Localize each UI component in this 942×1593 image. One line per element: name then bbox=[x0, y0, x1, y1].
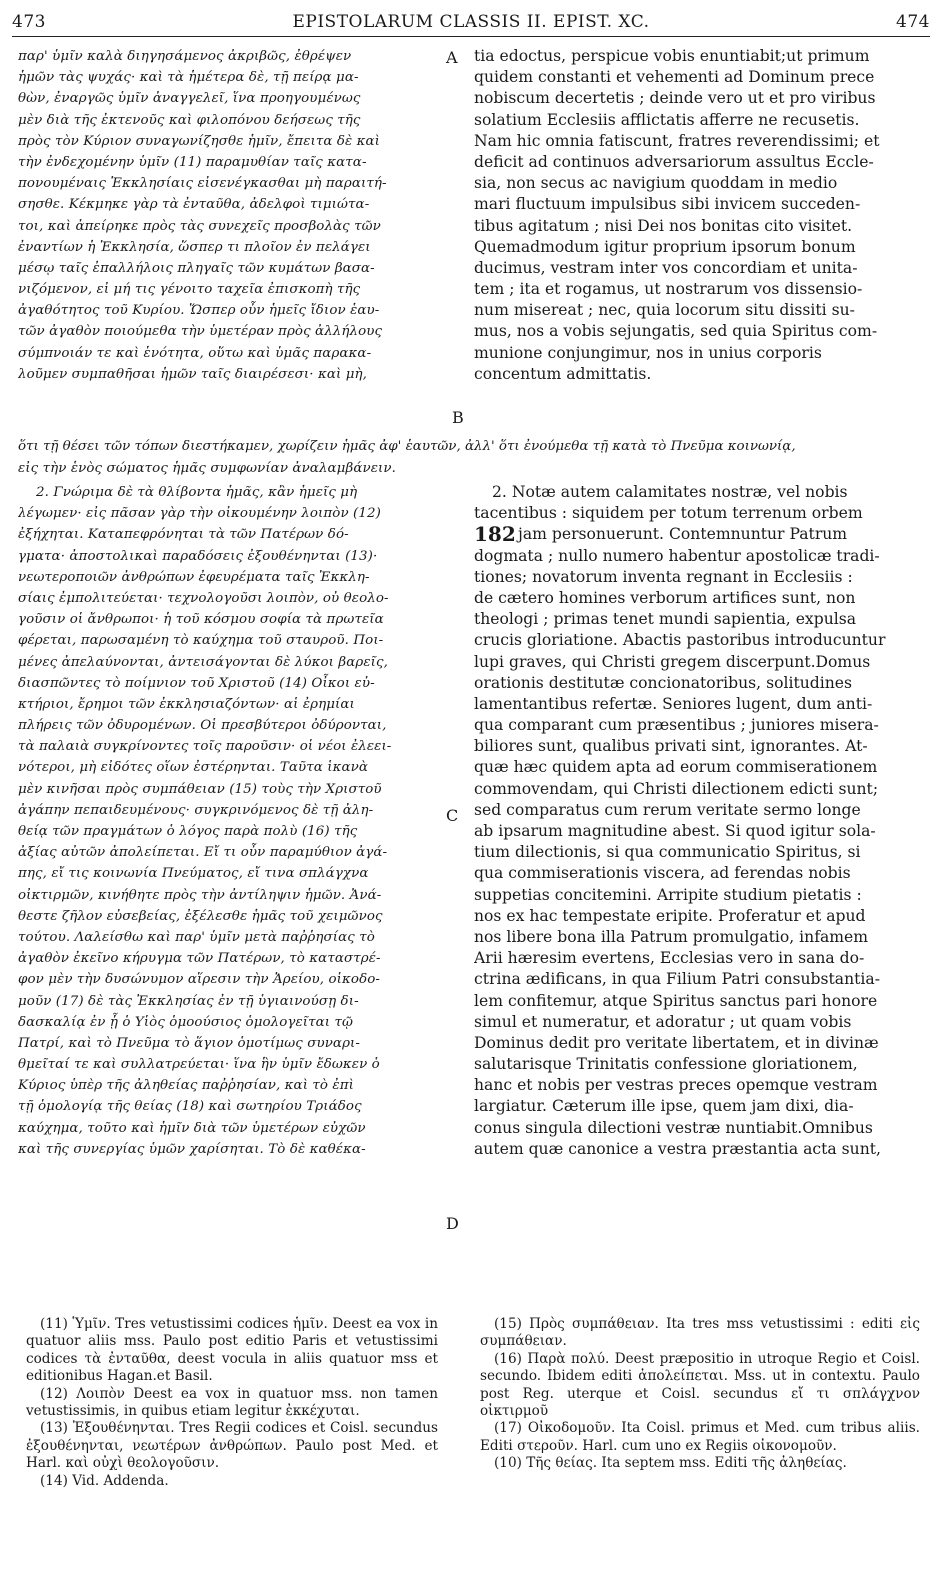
latin-text-line: dogmata ; nullo numero habentur apostolicæ tradi- bbox=[474, 546, 880, 565]
latin-text-line: tia edoctus, perspicue vobis enuntiabit;ut primum bbox=[474, 47, 870, 65]
latin-text-line: biliores sunt, qualibus privati sint, ignorantes. At- bbox=[474, 737, 868, 756]
chapter-number: 182 bbox=[474, 522, 516, 546]
latin-text-line: ctrina ædificans, in qua Filium Patri consubstantia- bbox=[474, 970, 880, 989]
greek-text-line: σύμπνοιάν τε καὶ ἑνότητα, οὕτω καὶ ὑμᾶς παρακα- bbox=[18, 345, 372, 361]
latin-text-line: autem quæ canonice a vestra præstantia acta sunt, bbox=[474, 1139, 881, 1158]
margin-marker-d: D bbox=[446, 1214, 459, 1233]
latin-text-line: quæ hæc quidem apta ad eorum commiserationem bbox=[474, 758, 878, 777]
greek-text-line: 2. Γνώριμα δὲ τὰ θλίβοντα ἡμᾶς, κἂν ἡμεῖς μὴ bbox=[36, 485, 358, 500]
greek-full-width-line: ὅτι τῇ θέσει τῶν τόπων διεστήκαμεν, χωρίζειν ἡμᾶς ἀφ' ἑαυτῶν, ἀλλ' ὅτι ἐνούμεθα τῇ κατὰ τὸ Πνεῦμα κοινωνίᾳ, bbox=[18, 439, 796, 454]
page-header bbox=[12, 6, 930, 37]
latin-text-line: lem confitemur, atque Spiritus sanctus pari honore bbox=[474, 991, 878, 1010]
latin-text-line: sed comparatus cum rerum veritate sermo longe bbox=[474, 800, 861, 819]
latin-text-line: concentum admittatis. bbox=[474, 364, 652, 383]
latin-text-line: salutarisque Trinitatis confessione gloriationem, bbox=[474, 1055, 858, 1074]
page-number-left: 473 bbox=[12, 12, 46, 32]
greek-text-line: ἀγάπην πεπαιδευμένους· συγκρινόμενος δὲ τῇ ἀλη- bbox=[18, 802, 374, 818]
greek-text-line: μένες ἀπελαύνονται, ἀντεισάγονται δὲ λύκοι βαρεῖς, bbox=[18, 654, 388, 670]
greek-text-line: ἐξήχηται. Καταπεφρόνηται τὰ τῶν Πατέρων δό- bbox=[18, 527, 349, 543]
margin-marker-b: B bbox=[452, 408, 464, 427]
greek-text-line: δασκαλίᾳ ἐν ᾗ ὁ Υἱὸς ὁμοούσιος ὁμολογεῖται τῷ bbox=[18, 1014, 354, 1030]
greek-column-top bbox=[18, 46, 438, 385]
latin-text-line: deficit ad continuos adversariorum assultus Eccle- bbox=[474, 152, 874, 171]
greek-text-line: τῇ ὁμολογίᾳ τῆς θείας (18) καὶ σωτηρίου Τριάδος bbox=[18, 1099, 362, 1115]
greek-text-line: καὶ τῆς συνεργίας ὑμῶν χαρίσηται. Τὸ δὲ καθέκα- bbox=[18, 1141, 366, 1157]
greek-text-line: γματα· ἀποστολικαὶ παραδόσεις ἐξουθένηνται (13)· bbox=[18, 548, 378, 564]
footnotes-right bbox=[480, 1316, 920, 1473]
greek-text-line: τὴν ἐνδεχομένην ὑμῖν (11) παραμυθίαν ταῖς κατα- bbox=[18, 154, 367, 170]
latin-text-line: theologi ; primas tenet mundi sapientia, expulsa bbox=[474, 610, 857, 629]
greek-text-line: φέρεται, παρωσαμένη τὸ καύχημα τοῦ σταυροῦ. Ποι- bbox=[18, 633, 384, 649]
latin-text-line: jam personuerunt. Contemnuntur Patrum bbox=[518, 525, 848, 544]
greek-text-line: ἐναντίων ἡ Ἐκκλησία, ὥσπερ τι πλοῖον ἐν πελάγει bbox=[18, 239, 371, 255]
greek-text-line: πονουμέναις Ἐκκλησίαις εἰσενέγκασθαι μὴ παραιτή- bbox=[18, 176, 387, 192]
latin-text-line: quidem constanti et vehementi ad Dominum prece bbox=[474, 68, 875, 87]
page-number-right: 474 bbox=[896, 12, 930, 32]
greek-text-line: καύχημα, τοῦτο καὶ ἡμῖν διὰ τῶν ὑμετέρων εὐχῶν bbox=[18, 1120, 366, 1136]
footnote: (13) Ἐξουθένηνται. Tres Regii codices et Coisl. secundus ἐξουθένηνται, νεωτέρων ἀνθρώπων. Paulo post Med. et Harl. καὶ οὐχὶ θεολογοῦσιν. bbox=[26, 1420, 438, 1472]
latin-text-line: nos ex hac tempestate eripite. Proferatur et apud bbox=[474, 906, 866, 925]
greek-text-line: παρ' ὑμῖν καλὰ διηγησάμενος ἀκριβῶς, ἐθρέψεν bbox=[18, 49, 352, 64]
greek-text-line: πρὸς τὸν Κύριον συναγωνίζησθε ἡμῖν, ἔπειτα δὲ καὶ bbox=[18, 133, 381, 149]
margin-marker-a: A bbox=[446, 48, 458, 67]
greek-text-line: σησθε. Κέκμηκε γὰρ τὰ ἐνταῦθα, ἀδελφοὶ τιμιώτα- bbox=[18, 197, 370, 213]
footnote: (10) Τῆς θείας. Ita septem mss. Editi τῆς ἀληθείας. bbox=[494, 1455, 847, 1472]
greek-text-line: διασπῶντες τὸ ποίμνιον τοῦ Χριστοῦ (14) Οἶκοι εὐ- bbox=[18, 675, 375, 691]
latin-text-line: Quemadmodum igitur proprium ipsorum bonum bbox=[474, 237, 856, 256]
latin-text-line: tium dilectionis, si qua communicatio Spiritus, si bbox=[474, 843, 861, 862]
latin-text-line: lamentantibus refertæ. Seniores lugent, dum anti- bbox=[474, 694, 873, 713]
latin-text-line: lupi graves, qui Christi gregem discerpunt.Domus bbox=[474, 652, 871, 671]
greek-text-line: μὲν κινῆσαι πρὸς συμπάθειαν (15) τοὺς τὴν Χριστοῦ bbox=[18, 781, 382, 797]
footnote: (12) Λοιπὸν Deest ea vox in quatuor mss. non tamen vetustissimis, in quibus etiam legitur ἐκκέχυται. bbox=[26, 1385, 438, 1420]
latin-text-line: tem ; ita et rogamus, ut nostrarum vos dissensio- bbox=[474, 280, 863, 299]
latin-text-line: nobiscum decertetis ; deinde vero ut et pro viribus bbox=[474, 89, 876, 108]
latin-text-line: munione conjungimur, nos in unius corporis bbox=[474, 343, 822, 362]
greek-text-line: γοῦσιν οἱ ἄνθρωποι· ἡ τοῦ κόσμου σοφία τὰ πρωτεῖα bbox=[18, 612, 384, 628]
greek-text-line: ἀξίας αὐτῶν ἀπολείπεται. Εἴ τι οὖν παραμύθιον ἀγά- bbox=[18, 845, 388, 861]
greek-text-line: Κύριος ὑπὲρ τῆς ἀληθείας παῤῥησίαν, καὶ τὸ ἐπὶ bbox=[18, 1078, 354, 1094]
greek-text-line: θείᾳ τῶν πραγμάτων ὁ λόγος παρὰ πολὺ (16) τῆς bbox=[18, 824, 358, 839]
footnote: (11) Ὑμῖν. Tres vetustissimi codices ἡμῖν. Deest ea vox in quatuor aliis mss. Paulo post editio Paris et vetustissimi codices τὰ ἐνταῦθα, deest vocula in aliis quatuor mss et editionibus Hagan.et Basil. bbox=[26, 1316, 438, 1385]
greek-text-line: νεωτεροποιῶν ἀνθρώπων ἐφευρέματα ταῖς Ἐκκλη- bbox=[18, 569, 370, 585]
latin-text-line: num misereat ; nec, quia locorum situ dissiti su- bbox=[474, 301, 855, 320]
latin-text-line: qua commiserationis viscera, ad ferendas nobis bbox=[474, 864, 851, 883]
margin-marker-c: C bbox=[446, 806, 459, 825]
latin-text-line: simul et numeratur, et adoratur ; ut quam vobis bbox=[474, 1012, 852, 1031]
greek-text-line: εἰς τὴν ἑνὸς σώματος ἡμᾶς συμφωνίαν ἀναλαμβάνειν. bbox=[18, 461, 396, 476]
greek-text-line: θὼν, ἐναργῶς ὑμῖν ἀναγγελεῖ, ἵνα προηγουμένως bbox=[18, 91, 361, 107]
greek-column-section-2 bbox=[18, 482, 438, 1160]
greek-text-line: τοι, καὶ ἀπείρηκε πρὸς τὰς συνεχεῖς προσβολὰς τῶν bbox=[18, 218, 381, 234]
greek-text-line: κτήριοι, ἔρημοι τῶν ἐκκλησιαζόντων· αἱ ἐρημίαι bbox=[18, 696, 355, 712]
footnote: (14) Vid. Addenda. bbox=[40, 1472, 169, 1489]
latin-text-line: orationis destitutæ concionatoribus, solitudines bbox=[474, 673, 852, 692]
latin-text-line: mari fluctuum impulsibus sibi invicem succeden- bbox=[474, 195, 861, 214]
latin-text-line: qua comparant cum præsentibus ; juniores misera- bbox=[474, 716, 879, 735]
latin-text-line: conus singula dilectioni vestræ nuntiabit.Omnibus bbox=[474, 1118, 873, 1137]
footnote: (17) Οἰκοδομοῦν. Ita Coisl. primus et Med. cum tribus aliis. Editi στεροῦν. Harl. cum uno ex Regiis οἰκονομοῦν. bbox=[480, 1420, 920, 1454]
greek-text-line: λέγωμεν· εἰς πᾶσαν γὰρ τὴν οἰκουμένην λοιπὸν (12) bbox=[18, 506, 381, 522]
latin-text-line: crucis gloriatione. Abactis pastoribus introducuntur bbox=[474, 631, 886, 650]
greek-text-line: πης, εἴ τις κοινωνία Πνεύματος, εἴ τινα σπλάγχνα bbox=[18, 866, 369, 882]
footnotes-left bbox=[26, 1316, 438, 1490]
latin-text-line: sia, non secus ac navigium quoddam in medio bbox=[474, 174, 838, 193]
latin-text-line: Dominus dedit pro veritate libertatem, et in divinæ bbox=[474, 1033, 879, 1052]
greek-text-line: ἀγαθὸν ἐκεῖνο κήρυγμα τῶν Πατέρων, τὸ καταστρέ- bbox=[18, 951, 381, 967]
latin-text-line: tiones; novatorum inventa regnant in Ecclesiis : bbox=[474, 567, 853, 586]
latin-text-line: hanc et nobis per vestras preces opemque vestram bbox=[474, 1076, 878, 1095]
footnote: (15) Πρὸς συμπάθειαν. Ita tres mss vetustissimi : editi εἰς συμπάθειαν. bbox=[480, 1316, 920, 1350]
greek-text-line: νιζόμενον, εἰ μή τις γένοιτο ταχεῖα ἐπισκοπὴ τῆς bbox=[18, 282, 361, 298]
latin-text-line: 2. Notæ autem calamitates nostræ, vel nobis bbox=[492, 483, 848, 501]
greek-text-line: ἀγαθότητος τοῦ Κυρίου. Ὥσπερ οὖν ἡμεῖς ἴδιον ἑαυ- bbox=[18, 303, 380, 319]
latin-text-line: ab ipsarum magnitudine abest. Si quod igitur sola- bbox=[474, 822, 876, 840]
greek-text-line: τούτου. Λαλείσθω καὶ παρ' ὑμῖν μετὰ παῤῥησίας τὸ bbox=[18, 929, 375, 945]
greek-text-line: τῶν ἀγαθὸν ποιούμεθα τὴν ὑμετέραν πρὸς ἀλλήλους bbox=[18, 324, 383, 340]
greek-text-line: θεστε ζῆλον εὐσεβείας, ἐξέλεσθε ἡμᾶς τοῦ χειμῶνος bbox=[18, 908, 383, 924]
latin-text-line: mus, nos a vobis sejungatis, sed quia Spiritus com- bbox=[474, 322, 878, 341]
latin-text-line: Nam hic omnia fatiscunt, fratres reverendissimi; et bbox=[474, 131, 880, 150]
greek-text-line: ἡμῶν τὰς ψυχάς· καὶ τὰ ἡμέτερα δὲ, τῇ πείρᾳ μα- bbox=[18, 70, 359, 86]
latin-text-line: suppetias concitemini. Arripite studium pietatis : bbox=[474, 885, 862, 904]
greek-text-line: φον μὲν τὴν δυσώνυμον αἵρεσιν τὴν Ἀρείου, οἰκοδο- bbox=[18, 972, 381, 988]
footnote: (16) Παρὰ πολύ. Deest præpositio in utroque Regio et Coisl. secundo. Ibidem editi ἀπολείπεται. Mss. ut in contextu. Paulo post Reg. uterque et Coisl. secundus εἴ τι σπλάγχνον οἰκτιρμοῦ bbox=[480, 1350, 920, 1420]
running-title: EPISTOLARUM CLASSIS II. EPIST. XC. bbox=[292, 12, 650, 32]
greek-text-line: μέσῳ ταῖς ἐπαλλήλοις πληγαῖς τῶν κυμάτων βασα- bbox=[18, 260, 375, 276]
greek-text-line: μοῦν (17) δὲ τὰς Ἐκκλησίας ἐν τῇ ὑγιαινούσῃ δι- bbox=[18, 993, 359, 1009]
latin-text-line: tacentibus : siquidem per totum terrenum orbem bbox=[474, 504, 863, 523]
greek-text-line: νότεροι, μὴ εἰδότες οἵων ἐστέρηνται. Ταῦτα ἱκανὰ bbox=[18, 760, 369, 776]
latin-column-section-2 bbox=[474, 482, 920, 1160]
latin-text-line: Arii hæresim evertens, Ecclesias vero in sana do- bbox=[474, 949, 865, 968]
latin-text-line: largiatur. Cæterum ille ipse, quem jam dixi, dia- bbox=[474, 1097, 854, 1116]
latin-text-line: ducimus, vestram inter vos concordiam et unita- bbox=[474, 258, 858, 277]
latin-text-line: de cætero homines verborum artifices sunt, non bbox=[474, 588, 856, 607]
latin-text-line: solatium Ecclesiis afflictatis afferre ne recusetis. bbox=[474, 110, 860, 129]
greek-text-line: Πατρί, καὶ τὸ Πνεῦμα τὸ ἅγιον ὁμοτίμως συναρι- bbox=[18, 1035, 361, 1051]
greek-text-line: λοῦμεν συμπαθῆσαι ἡμῶν ταῖς διαιρέσεσι· καὶ μὴ, bbox=[18, 366, 367, 382]
greek-text-line: θμεῖταί τε καὶ συλλατρεύεται· ἵνα ἣν ὑμῖν ἔδωκεν ὁ bbox=[18, 1057, 380, 1073]
greek-text-line: τὰ παλαιὰ συγκρίνοντες τοῖς παροῦσιν· οἱ νέοι ἐλεει- bbox=[18, 739, 392, 755]
latin-text-line: nos libere bona illa Patrum promulgatio, infamem bbox=[474, 927, 869, 946]
latin-text-line: tibus agitatum ; nisi Dei nos bonitas cito visitet. bbox=[474, 216, 853, 235]
greek-text-line: πλήρεις τῶν ὀδυρομένων. Οἱ πρεσβύτεροι ὀδύρονται, bbox=[18, 718, 387, 734]
greek-column-continuation bbox=[18, 458, 438, 479]
greek-text-line: μὲν διὰ τῆς ἐκτενοῦς καὶ φιλοπόνου δεήσεως τῆς bbox=[18, 112, 361, 128]
greek-text-line: σίαις ἐμπολιτεύεται· τεχνολογοῦσι λοιπὸν, οὐ θεολο- bbox=[18, 590, 389, 606]
latin-text-line: commovendam, qui Christi dilectionem edicti sunt; bbox=[474, 779, 879, 798]
greek-text-line: οἰκτιρμῶν, κινήθητε πρὸς τὴν ἀντίληψιν ἡμῶν. Ἀνά- bbox=[18, 887, 382, 903]
latin-column-top bbox=[474, 46, 920, 385]
